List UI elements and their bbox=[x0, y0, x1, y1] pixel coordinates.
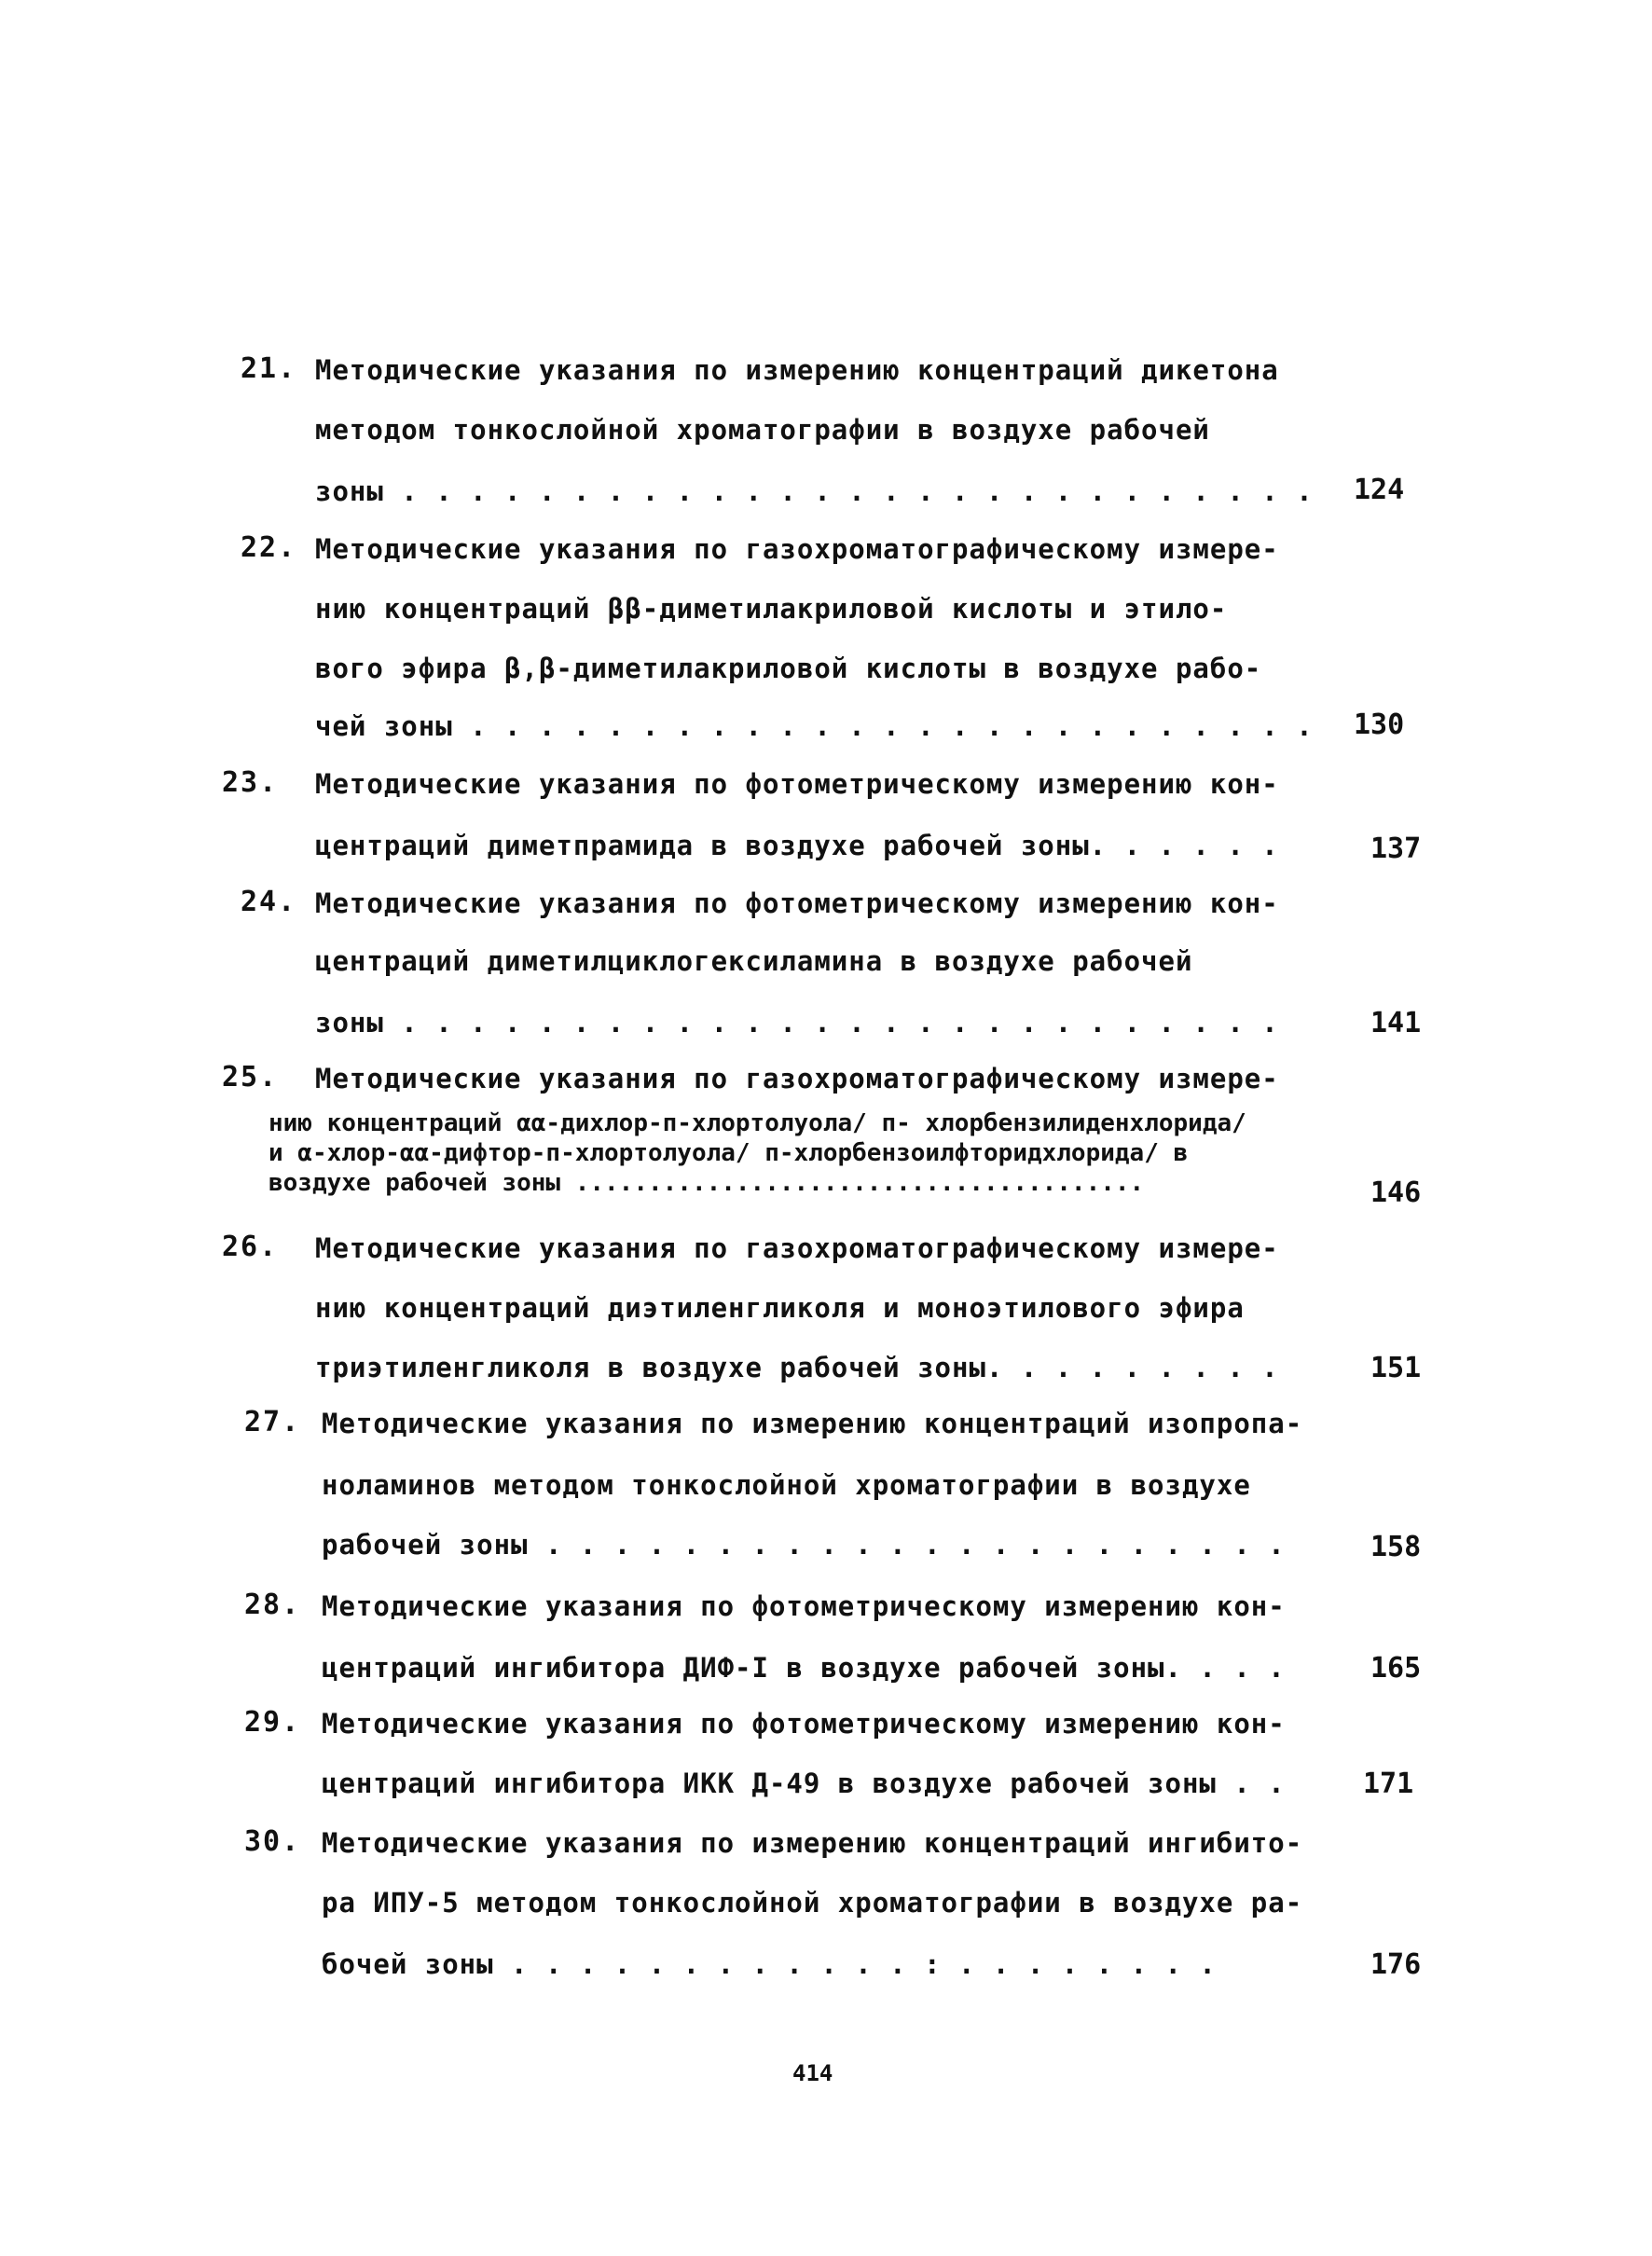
entry-line: нию концентраций αα-дихлор-п-хлортолуола/ п- хлорбензилиденхлорида/ bbox=[268, 1109, 1246, 1137]
entry-page-number: 151 bbox=[1370, 1352, 1422, 1384]
entry-page-number: 141 bbox=[1370, 1007, 1422, 1039]
entry-line: Методические указания по измерению концентраций дикетона bbox=[315, 354, 1279, 386]
entry-line: центраций диметилциклогексиламина в воздухе рабочей bbox=[315, 945, 1193, 977]
entry-line: триэтиленгликоля в воздухе рабочей зоны. . . . . . . . . bbox=[315, 1352, 1279, 1383]
entry-page-number: 146 bbox=[1370, 1176, 1422, 1209]
entry-line: методом тонкослойной хроматографии в воздухе рабочей bbox=[315, 414, 1210, 446]
entry-number: 22. bbox=[241, 531, 297, 564]
entry-line: воздухе рабочей зоны ....................................... bbox=[268, 1169, 1145, 1197]
entry-page-number: 158 bbox=[1370, 1531, 1422, 1563]
footer-page-number: 414 bbox=[792, 2060, 833, 2086]
entry-line: чей зоны . . . . . . . . . . . . . . . . . . . . . . . . . bbox=[315, 710, 1314, 742]
entry-number: 25. bbox=[222, 1061, 279, 1094]
entry-number: 30. bbox=[244, 1825, 301, 1858]
entry-line: зоны . . . . . . . . . . . . . . . . . . . . . . . . . . bbox=[315, 1007, 1279, 1039]
entry-line: Методические указания по фотометрическому измерению кон- bbox=[322, 1590, 1286, 1622]
entry-line: зоны . . . . . . . . . . . . . . . . . . . . . . . . . . . bbox=[315, 475, 1314, 507]
entry-line: нию концентраций диэтиленгликоля и моноэтилового эфира bbox=[315, 1292, 1245, 1324]
entry-number: 24. bbox=[241, 886, 297, 918]
entry-line: Методические указания по фотометрическому измерению кон- bbox=[315, 768, 1279, 800]
entry-page-number: 124 bbox=[1354, 474, 1405, 506]
entry-number: 29. bbox=[244, 1706, 301, 1739]
entry-line: Методические указания по фотометрическому измерению кон- bbox=[315, 887, 1279, 919]
entry-line: рабочей зоны . . . . . . . . . . . . . . . . . . . . . . bbox=[322, 1529, 1286, 1561]
entry-line: ноламинов методом тонкослойной хроматографии в воздухе bbox=[322, 1469, 1251, 1501]
entry-line: Методические указания по газохроматографическому измере- bbox=[315, 1232, 1279, 1264]
entry-number: 21. bbox=[241, 352, 297, 385]
entry-page-number: 171 bbox=[1363, 1768, 1414, 1800]
entry-page-number: 176 bbox=[1370, 1948, 1422, 1981]
entry-line: Методические указания по фотометрическому измерению кон- bbox=[322, 1708, 1286, 1740]
entry-number: 23. bbox=[222, 766, 279, 799]
entry-line: центраций диметпрамида в воздухе рабочей зоны. . . . . . bbox=[315, 830, 1279, 861]
entry-line: нию концентраций ββ-диметилакриловой кислоты и этило- bbox=[315, 593, 1228, 625]
entry-number: 26. bbox=[222, 1231, 279, 1263]
entry-line: вого эфира β,β-диметилакриловой кислоты в воздухе рабо- bbox=[315, 653, 1262, 684]
entry-line: ра ИПУ-5 методом тонкослойной хроматографии в воздухе ра- bbox=[322, 1887, 1303, 1919]
entry-number: 28. bbox=[244, 1589, 301, 1621]
entry-page-number: 130 bbox=[1354, 708, 1405, 741]
entry-number: 27. bbox=[244, 1406, 301, 1438]
entry-line: центраций ингибитора ИКК Д-49 в воздухе рабочей зоны . . bbox=[322, 1768, 1286, 1799]
entry-line: бочей зоны . . . . . . . . . . . . : . . . . . . . . bbox=[322, 1948, 1217, 1980]
entry-line: Методические указания по газохроматографическому измере- bbox=[315, 1063, 1279, 1094]
entry-line: центраций ингибитора ДИФ-I в воздухе рабочей зоны. . . . bbox=[322, 1652, 1286, 1684]
entry-line: и α-хлор-αα-дифтор-п-хлортолуола/ п-хлорбензоилфторидхлорида/ в bbox=[268, 1139, 1189, 1167]
entry-line: Методические указания по измерению концентраций ингибито- bbox=[322, 1827, 1303, 1859]
entry-line: Методические указания по измерению концентраций изопропа- bbox=[322, 1408, 1303, 1439]
entry-page-number: 165 bbox=[1370, 1652, 1422, 1685]
entry-line: Методические указания по газохроматографическому измере- bbox=[315, 533, 1279, 565]
entry-page-number: 137 bbox=[1370, 832, 1422, 865]
